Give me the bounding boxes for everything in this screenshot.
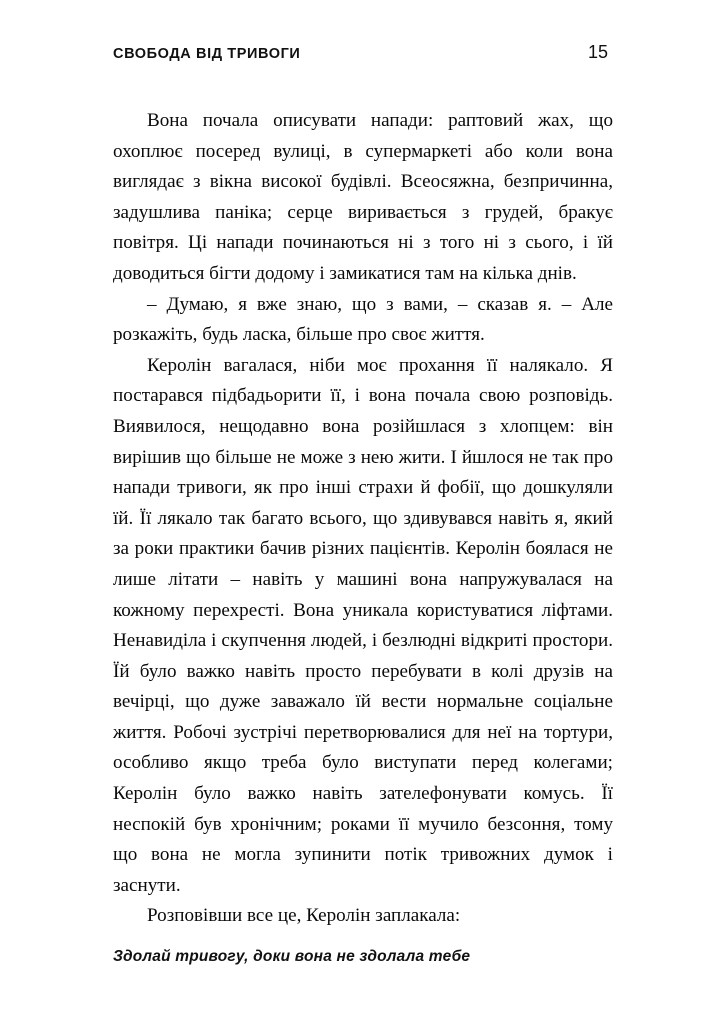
paragraph: Розповівши все це, Керолін заплакала: [147, 905, 461, 927]
paragraph: Керолін вагалася, ніби моє прохання її налякало. Я постарався підбадьорити її, і вона почала свою розповідь. Виявилося, нещодавно вона розійшлася з хлопцем: він вирішив що більше не може з нею жити. І йшлося не так про напади тривоги, як про інші страхи й фобії, що дошкуляли їй. Її лякало так багато всього, що здивувався навіть я, який за роки практики бачив різних пацієнтів. Керолін боялася не лише літати – навіть у машині вона напружувалася на кожному перехресті. Вона уникала користуватися ліфтами. Ненавиділа і скупчення людей, і безлюдні відкриті простори. Їй було важко навіть просто перебувати в колі друзів на вечірці, що дуже заважало їй вести нормальне соціальне життя. Робочі зустрічі перетворювалися для неї на тортури, особливо якщо треба було виступати перед колегами; Керолін було важко навіть зателефонувати комусь. Її неспокій був хронічним; роками її мучило безсоння, тому що вона не могла зупинити потік тривожних думок і заснути. [113, 354, 613, 896]
body-text [113, 106, 613, 932]
page-number: 15 [587, 42, 608, 62]
running-head-title: СВОБОДА ВІД ТРИВОГИ [113, 46, 301, 62]
footer-book-title: Здолай тривогу, доки вона не здолала тебе [113, 948, 471, 965]
running-head [113, 42, 608, 63]
paragraph: – Думаю, я вже знаю, що з вами, – сказав я. – Але розкажіть, будь ласка, більше про своє життя. [113, 293, 613, 346]
paragraph: Вона почала описувати напади: раптовий жах, що охоплює посеред вулиці, в супермаркеті або коли вона виглядає з вікна високої будівлі. Всеосяжна, безпричинна, задушлива паніка; серце виривається з грудей, бракує повітря. Ці напади починаються ні з того ні з сього, і їй доводиться бігти додому і замикатися там на кілька днів. [113, 110, 613, 284]
page-footer [113, 948, 608, 966]
